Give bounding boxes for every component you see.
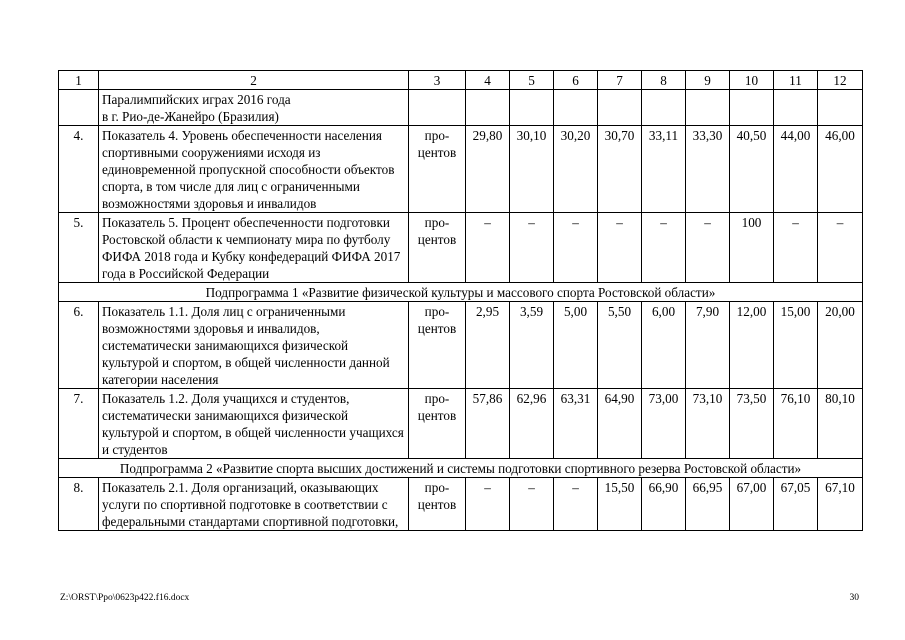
value-cell: – <box>774 213 818 283</box>
subprogram-row <box>59 459 863 478</box>
value-cell: 12,00 <box>730 302 774 389</box>
table-row <box>59 213 863 283</box>
unit-cell: про- центов <box>409 213 466 283</box>
value-cell: 46,00 <box>818 126 863 213</box>
subprogram-row <box>59 283 863 302</box>
value-cell: 3,59 <box>510 302 554 389</box>
row-number-cell <box>59 90 99 126</box>
indicator-name-cell: Показатель 4. Уровень обеспеченности населения спортивными сооружениями исходя из единовременной пропускной способности объектов спорта, в том числе для лиц с ограниченными возможностями здоровья и инвалидов <box>99 126 409 213</box>
value-cell <box>686 90 730 126</box>
value-cell: 15,50 <box>598 478 642 531</box>
unit-cell: про- центов <box>409 389 466 459</box>
table-row <box>59 302 863 389</box>
value-cell: – <box>642 213 686 283</box>
table-row <box>59 90 863 126</box>
value-cell <box>598 90 642 126</box>
value-cell: – <box>510 213 554 283</box>
row-number-cell: 8. <box>59 478 99 531</box>
value-cell: 62,96 <box>510 389 554 459</box>
value-cell: 73,10 <box>686 389 730 459</box>
column-number-cell: 10 <box>730 71 774 90</box>
value-cell: 15,00 <box>774 302 818 389</box>
value-cell: – <box>554 478 598 531</box>
column-number-cell: 7 <box>598 71 642 90</box>
value-cell: – <box>466 213 510 283</box>
indicators-table <box>58 70 863 531</box>
value-cell <box>642 90 686 126</box>
column-number-cell: 6 <box>554 71 598 90</box>
value-cell: 66,95 <box>686 478 730 531</box>
value-cell: 63,31 <box>554 389 598 459</box>
value-cell: 30,20 <box>554 126 598 213</box>
value-cell: 57,86 <box>466 389 510 459</box>
value-cell: 67,10 <box>818 478 863 531</box>
value-cell <box>774 90 818 126</box>
value-cell: 30,70 <box>598 126 642 213</box>
value-cell: 33,30 <box>686 126 730 213</box>
value-cell: 30,10 <box>510 126 554 213</box>
subprogram-title: Подпрограмма 1 «Развитие физической культуры и массового спорта Ростовской области» <box>59 283 863 302</box>
value-cell <box>554 90 598 126</box>
table-body <box>59 71 863 531</box>
value-cell: 67,05 <box>774 478 818 531</box>
value-cell <box>510 90 554 126</box>
value-cell: 5,50 <box>598 302 642 389</box>
value-cell: – <box>466 478 510 531</box>
value-cell: 44,00 <box>774 126 818 213</box>
value-cell: 67,00 <box>730 478 774 531</box>
value-cell <box>818 90 863 126</box>
value-cell: 64,90 <box>598 389 642 459</box>
column-number-cell: 5 <box>510 71 554 90</box>
value-cell: 33,11 <box>642 126 686 213</box>
footer-page-number: 30 <box>849 593 859 603</box>
table-row <box>59 478 863 531</box>
indicator-name-cell: Паралимпийских играх 2016 года в г. Рио-де-Жанейро (Бразилия) <box>99 90 409 126</box>
value-cell: 5,00 <box>554 302 598 389</box>
value-cell: 76,10 <box>774 389 818 459</box>
column-number-cell: 3 <box>409 71 466 90</box>
footer-file-path: Z:\ORST\Ppo\0623p422.f16.docx <box>60 593 190 603</box>
value-cell: 2,95 <box>466 302 510 389</box>
column-number-cell: 11 <box>774 71 818 90</box>
row-number-cell: 4. <box>59 126 99 213</box>
table-row <box>59 126 863 213</box>
table-row <box>59 389 863 459</box>
row-number-cell: 6. <box>59 302 99 389</box>
value-cell: 73,00 <box>642 389 686 459</box>
row-number-cell: 7. <box>59 389 99 459</box>
column-number-cell: 8 <box>642 71 686 90</box>
value-cell: 100 <box>730 213 774 283</box>
value-cell <box>730 90 774 126</box>
value-cell: – <box>598 213 642 283</box>
value-cell: – <box>554 213 598 283</box>
value-cell: 66,90 <box>642 478 686 531</box>
column-number-cell: 4 <box>466 71 510 90</box>
value-cell: 73,50 <box>730 389 774 459</box>
column-number-cell: 12 <box>818 71 863 90</box>
column-number-row <box>59 71 863 90</box>
value-cell <box>466 90 510 126</box>
indicator-name-cell: Показатель 5. Процент обеспеченности подготовки Ростовской области к чемпионату мира по футболу ФИФА 2018 года и Кубку конфедераций ФИФА 2017 года в Российской Федерации <box>99 213 409 283</box>
column-number-cell: 2 <box>99 71 409 90</box>
value-cell: 6,00 <box>642 302 686 389</box>
unit-cell: про- центов <box>409 126 466 213</box>
unit-cell: про- центов <box>409 302 466 389</box>
value-cell: 7,90 <box>686 302 730 389</box>
unit-cell: про- центов <box>409 478 466 531</box>
value-cell: 20,00 <box>818 302 863 389</box>
unit-cell <box>409 90 466 126</box>
subprogram-title: Подпрограмма 2 «Развитие спорта высших достижений и системы подготовки спортивного резерва Ростовской области» <box>59 459 863 478</box>
column-number-cell: 1 <box>59 71 99 90</box>
value-cell: – <box>510 478 554 531</box>
value-cell: – <box>818 213 863 283</box>
value-cell: 40,50 <box>730 126 774 213</box>
column-number-cell: 9 <box>686 71 730 90</box>
value-cell: – <box>686 213 730 283</box>
value-cell: 80,10 <box>818 389 863 459</box>
value-cell: 29,80 <box>466 126 510 213</box>
indicator-name-cell: Показатель 2.1. Доля организаций, оказывающих услуги по спортивной подготовке в соответствии с федеральными стандартами спортивной подготовки, <box>99 478 409 531</box>
row-number-cell: 5. <box>59 213 99 283</box>
indicator-name-cell: Показатель 1.2. Доля учащихся и студентов, систематически занимающихся физической культурой и спортом, в общей численности учащихся и студентов <box>99 389 409 459</box>
indicator-name-cell: Показатель 1.1. Доля лиц с ограниченными возможностями здоровья и инвалидов, систематически занимающихся физической культурой и спортом, в общей численности данной категории населения <box>99 302 409 389</box>
